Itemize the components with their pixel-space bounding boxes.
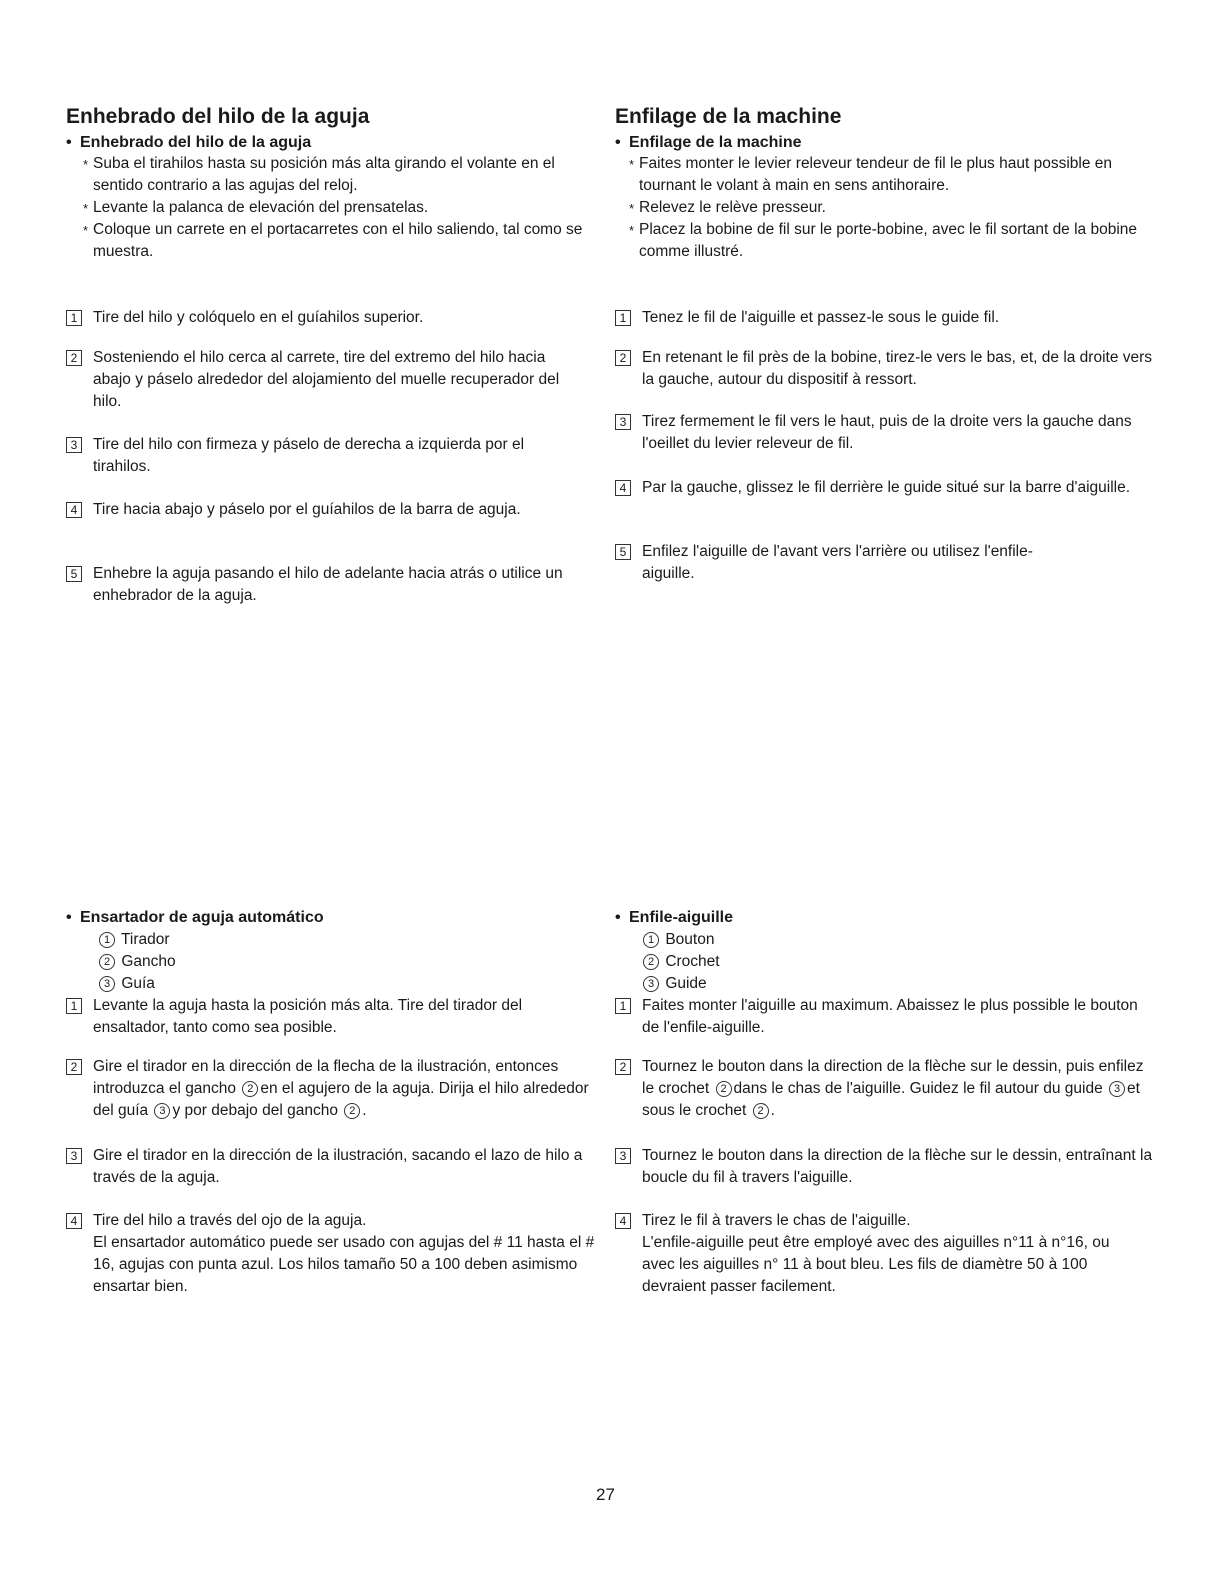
asterisk-icon: *	[83, 223, 89, 238]
step-number-box: 2	[615, 350, 631, 366]
callout-number: 3	[1109, 1081, 1125, 1097]
step-number-box: 5	[66, 566, 82, 582]
callout-number: 1	[643, 932, 659, 948]
threading-step-1: 1 Tire del hilo y colóquelo en el guíahilos superior.	[66, 307, 601, 329]
threader-step-4: 4 Tirez le fil à travers le chas de l'aiguille. L'enfile-aiguille peut être employé avec des aiguilles n°11 à n°16, ou avec les aiguilles n° 11 à bout bleu. Les fils de diamètre 50 à 100 devraient passer facilement.	[615, 1210, 1135, 1298]
step-number-box: 3	[66, 1148, 82, 1164]
legend-item-puller: 1 Tirador	[97, 929, 170, 951]
threader-step-1: 1 Faites monter l'aiguille au maximum. Abaissez le plus possible le bouton de l'enfile-aiguille.	[615, 995, 1155, 1039]
callout-number: 3	[154, 1103, 170, 1119]
section-subtitle: • Enhebrado del hilo de la aguja	[66, 134, 312, 151]
section-title: Enfilage de la machine	[615, 105, 842, 128]
threading-step-1: 1 Tenez le fil de l'aiguille et passez-le sous le guide fil.	[615, 307, 1155, 329]
threader-step-2: 2 Tournez le bouton dans la direction de la flèche sur le dessin, puis enfilez le crochet 2 dans le chas de l'aiguille. Guidez le fil autour du guide 3 et sous le crochet 2 .	[615, 1056, 1155, 1122]
step-number-box: 4	[615, 1213, 631, 1229]
legend-item-button: 1 Bouton	[641, 929, 714, 951]
threading-step-5: 5 Enfilez l'aiguille de l'avant vers l'arrière ou utilisez l'enfile- aiguille.	[615, 541, 1075, 585]
callout-number: 2	[716, 1081, 732, 1097]
callout-number: 2	[99, 954, 115, 970]
step-number-box: 3	[615, 414, 631, 430]
note-item: * Levante la palanca de elevación del prensatelas.	[83, 197, 603, 219]
legend-item-hook: 2 Gancho	[97, 951, 176, 973]
step-number-box: 4	[66, 502, 82, 518]
callout-number: 2	[753, 1103, 769, 1119]
asterisk-icon: *	[629, 223, 635, 238]
asterisk-icon: *	[83, 157, 89, 172]
threader-step-3: 3 Tournez le bouton dans la direction de la flèche sur le dessin, entraînant la boucle du fil à travers l'aiguille.	[615, 1145, 1155, 1189]
callout-number: 3	[99, 976, 115, 992]
threading-step-3: 3 Tirez fermement le fil vers le haut, puis de la droite vers la gauche dans l'oeillet du levier releveur de fil.	[615, 411, 1135, 455]
step-number-box: 5	[615, 544, 631, 560]
step-number-box: 3	[615, 1148, 631, 1164]
threading-step-2: 2 Sosteniendo el hilo cerca al carrete, tire del extremo del hilo hacia abajo y páselo alrededor del alojamiento del muelle recuperador del hilo.	[66, 347, 586, 413]
threader-step-4: 4 Tire del hilo a través del ojo de la aguja. El ensartador automático puede ser usado con agujas del # 11 hasta el # 16, agujas con punta azul. Los hilos tamaño 50 a 100 deben asimismo ensartar bien.	[66, 1210, 601, 1298]
step-number-box: 4	[66, 1213, 82, 1229]
section-subtitle: • Enfilage de la machine	[615, 134, 802, 151]
bullet-icon: •	[615, 134, 621, 151]
threading-step-4: 4 Par la gauche, glissez le fil derrière le guide situé sur la barre d'aiguille.	[615, 477, 1160, 499]
legend-item-guide: 3 Guide	[641, 973, 707, 995]
page-number: 27	[596, 1485, 615, 1504]
asterisk-icon: *	[629, 201, 635, 216]
step-number-box: 4	[615, 480, 631, 496]
note-item: * Suba el tirahilos hasta su posición más alta girando el volante en el sentido contrario a las agujas del reloj.	[83, 155, 555, 194]
callout-number: 3	[643, 976, 659, 992]
legend-item-hook: 2 Crochet	[641, 951, 720, 973]
bullet-icon: •	[66, 909, 72, 926]
step-number-box: 1	[615, 310, 631, 326]
step-number-box: 1	[615, 998, 631, 1014]
threading-step-3: 3 Tire del hilo con firmeza y páselo de derecha a izquierda por el tirahilos.	[66, 434, 586, 478]
asterisk-icon: *	[629, 157, 635, 172]
step-number-box: 3	[66, 437, 82, 453]
callout-number: 2	[242, 1081, 258, 1097]
threader-heading: • Ensartador de aguja automático	[66, 909, 324, 926]
threader-step-2: 2 Gire el tirador en la dirección de la flecha de la ilustración, entonces introduzca el gancho 2 en el agujero de la aguja. Dirija el hilo alrededor del guía 3 y por debajo del gancho 2 .	[66, 1056, 601, 1122]
callout-number: 2	[643, 954, 659, 970]
section-title: Enhebrado del hilo de la aguja	[66, 105, 370, 128]
threading-step-4: 4 Tire hacia abajo y páselo por el guíahilos de la barra de aguja.	[66, 499, 601, 521]
step-number-box: 1	[66, 998, 82, 1014]
callout-number: 1	[99, 932, 115, 948]
step-number-box: 1	[66, 310, 82, 326]
threader-step-3: 3 Gire el tirador en la dirección de la ilustración, sacando el lazo de hilo a través de la aguja.	[66, 1145, 596, 1189]
note-item: * Coloque un carrete en el portacarretes con el hilo saliendo, tal como se muestra.	[83, 221, 583, 260]
note-item: * Faites monter le levier releveur tendeur de fil le plus haut possible en tournant le volant à main en sens antihoraire.	[629, 155, 1113, 194]
bullet-icon: •	[615, 909, 621, 926]
threader-step-1: 1 Levante la aguja hasta la posición más alta. Tire del tirador del ensaltador, tanto como sea posible.	[66, 995, 601, 1039]
note-item: * Placez la bobine de fil sur le porte-bobine, avec le fil sortant de la bobine comme illustré.	[629, 221, 1138, 260]
asterisk-icon: *	[83, 201, 89, 216]
step-number-box: 2	[66, 1059, 82, 1075]
step-number-box: 2	[66, 350, 82, 366]
threading-step-2: 2 En retenant le fil près de la bobine, tirez-le vers le bas, et, de la droite vers la gauche, autour du dispositif à ressort.	[615, 347, 1160, 391]
legend-item-guide: 3 Guía	[97, 973, 155, 995]
threader-heading: • Enfile-aiguille	[615, 909, 734, 926]
threading-step-5: 5 Enhebre la aguja pasando el hilo de adelante hacia atrás o utilice un enhebrador de la aguja.	[66, 563, 566, 607]
bullet-icon: •	[66, 134, 72, 151]
note-item: * Relevez le relève presseur.	[629, 197, 1159, 219]
step-number-box: 2	[615, 1059, 631, 1075]
callout-number: 2	[344, 1103, 360, 1119]
